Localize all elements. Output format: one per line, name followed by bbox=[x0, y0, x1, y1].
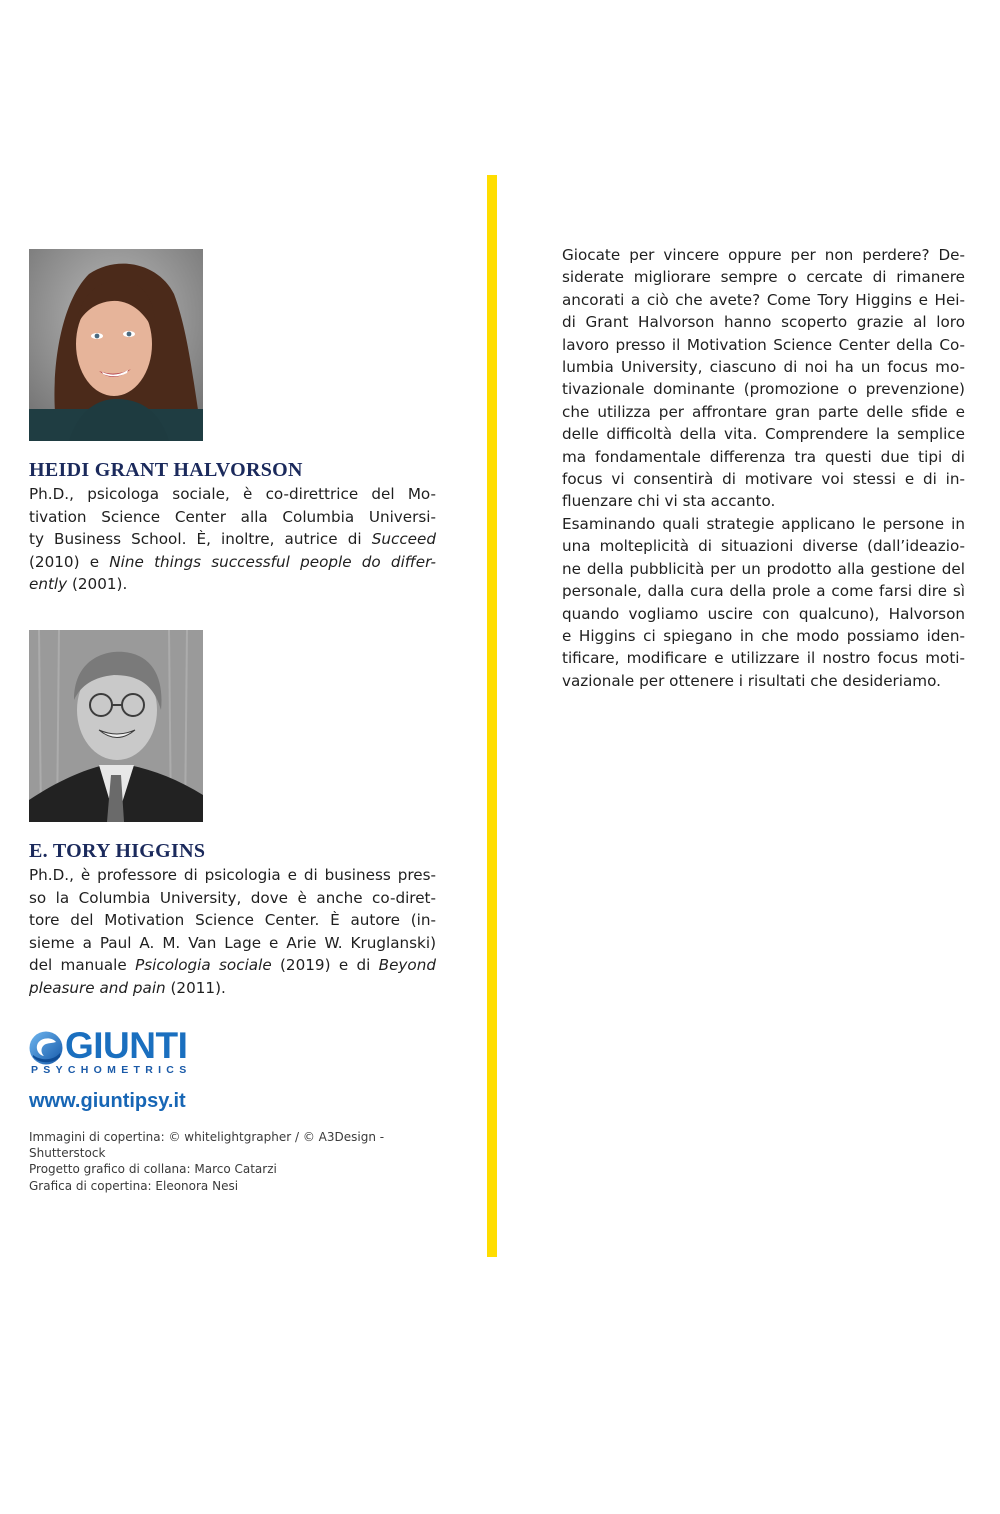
blurb-line: ma fondamentale differenza tra questi due tipi di bbox=[562, 447, 965, 466]
blurb-line: Giocate per vincere oppure per non perdere? De- bbox=[562, 246, 965, 264]
bio-line: (2010) e Nine things successful people do differ- bbox=[29, 552, 436, 571]
author-bio-halvorson bbox=[29, 483, 436, 596]
blurb-line: che utilizza per affrontare gran parte delle sfide e bbox=[562, 402, 965, 421]
blurb-line: una molteplicità di situazioni diverse (dall’ideazio- bbox=[562, 537, 965, 556]
bio-line: pleasure and pain (2011). bbox=[29, 978, 226, 997]
blurb-line: lumbia University, ciascuno di noi ha un focus mo- bbox=[562, 358, 965, 377]
blurb-line: Esaminando quali strategie applicano le persone in bbox=[562, 514, 965, 533]
bio-line: ently (2001). bbox=[29, 575, 128, 594]
credit-line: Progetto grafico di collana: Marco Catarzi bbox=[29, 1162, 277, 1177]
bio-line: del manuale Psicologia sociale (2019) e di Beyond bbox=[29, 956, 436, 975]
author-name-halvorson: HEIDI GRANT HALVORSON bbox=[29, 459, 303, 481]
blurb-line: quando vogliamo uscire con qualcuno), Halvorson bbox=[562, 604, 965, 623]
accent-divider-bar bbox=[487, 175, 497, 1257]
credit-line: Grafica di copertina: Eleonora Nesi bbox=[29, 1178, 239, 1193]
blurb-line: di Grant Halvorson hanno scoperto grazie al loro bbox=[562, 313, 965, 332]
blurb-line: lavoro presso il Motivation Science Center della Co- bbox=[562, 335, 965, 354]
logo-subtitle: PSYCHOMETRICS bbox=[31, 1064, 192, 1076]
blurb-line: siderate migliorare sempre o cercate di rimanere bbox=[562, 268, 965, 287]
image-credits bbox=[29, 1129, 384, 1194]
blurb-line: ancorati a ciò che avete? Come Tory Higgins e Hei- bbox=[562, 290, 965, 309]
bio-line: Ph.D., psicologa sociale, è co-direttrice del Mo- bbox=[29, 485, 436, 503]
book-blurb bbox=[562, 244, 965, 692]
blurb-line: focus vi consentirà di motivare voi stessi e di in- bbox=[562, 470, 965, 489]
blurb-line: tivazionale dominante (promozione o prevenzione) bbox=[562, 380, 965, 399]
author-bio-higgins bbox=[29, 864, 436, 1000]
bio-line: tivation Science Center alla Columbia Universi- bbox=[29, 507, 436, 526]
blurb-line: e Higgins ci spiegano in che modo possiamo iden- bbox=[562, 626, 965, 645]
website-link[interactable]: www.giuntipsy.it bbox=[29, 1090, 186, 1112]
credit-line: Immagini di copertina: © whitelightgrapher / © A3Design - bbox=[29, 1130, 385, 1144]
giunti-swirl-icon bbox=[29, 1031, 63, 1065]
bio-line: so la Columbia University, dove è anche co-diret- bbox=[29, 888, 436, 907]
blurb-line: vazionale per ottenere i risultati che desideriamo. bbox=[562, 671, 941, 690]
bio-line: sieme a Paul A. M. Van Lage e Arie W. Kruglanski) bbox=[29, 933, 436, 952]
blurb-line: tificare, modificare e utilizzare il nostro focus moti- bbox=[562, 649, 965, 668]
blurb-line: ne della pubblicità per un prodotto alla gestione del bbox=[562, 559, 965, 578]
blurb-line: delle difficoltà della vita. Comprendere la semplice bbox=[562, 425, 965, 444]
bio-line: tore del Motivation Science Center. È autore (in- bbox=[29, 911, 436, 930]
blurb-line: fluenzare chi vi sta accanto. bbox=[562, 492, 776, 511]
author-name-higgins: E. TORY HIGGINS bbox=[29, 840, 206, 862]
publisher-logo bbox=[29, 1025, 199, 1077]
bio-line: ty Business School. È, inoltre, autrice di Succeed bbox=[29, 530, 436, 549]
blurb-line: personale, dalla cura della prole a come farsi dire sì bbox=[562, 582, 965, 601]
bio-line: Ph.D., è professore di psicologia e di business pres- bbox=[29, 866, 436, 884]
author-photo-higgins bbox=[29, 630, 203, 822]
author-photo-halvorson bbox=[29, 249, 203, 441]
logo-wordmark: GIUNTI bbox=[65, 1025, 188, 1066]
credit-line: Shutterstock bbox=[29, 1146, 106, 1161]
